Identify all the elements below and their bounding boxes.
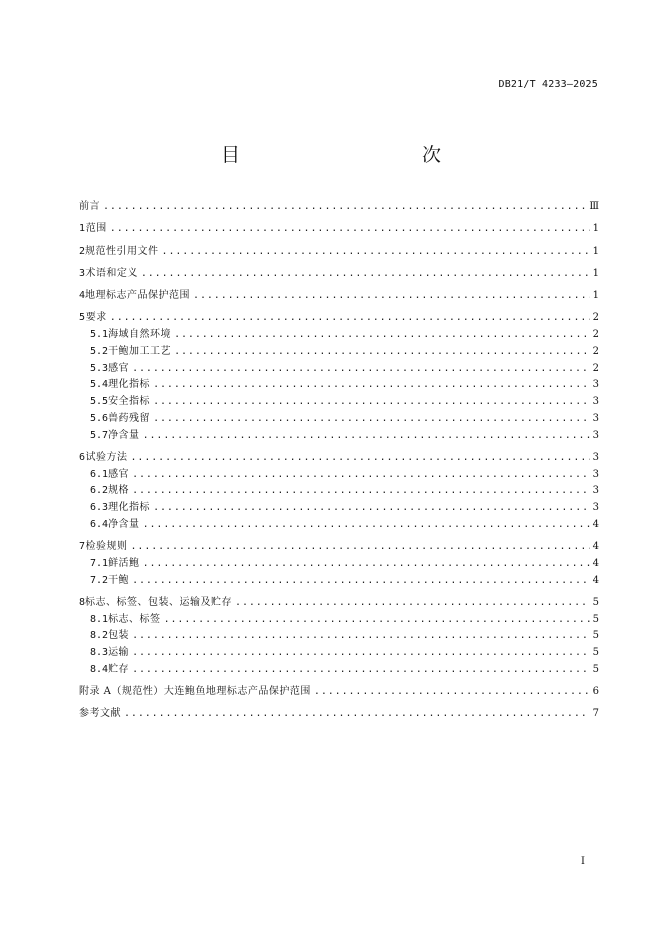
toc-entry[interactable] <box>79 221 599 238</box>
toc-dot-leader <box>153 411 590 428</box>
toc-dot-leader <box>143 428 590 445</box>
toc-entry-title: 要求 <box>85 312 107 324</box>
toc-entry-page: 5 <box>592 596 599 608</box>
toc-entry[interactable] <box>79 288 599 305</box>
toc-entry-page: 4 <box>592 574 599 586</box>
toc-entry-title: 净含量 <box>108 518 140 530</box>
toc-entry[interactable] <box>79 411 599 428</box>
toc-entry-page: 2 <box>592 345 599 357</box>
toc-entry-number: 6.4 <box>90 518 109 530</box>
toc-entry[interactable] <box>79 266 599 283</box>
toc-entry-page: 3 <box>592 429 599 441</box>
toc-entry-number: 5.7 <box>90 429 109 441</box>
toc-dot-leader <box>143 556 590 573</box>
toc-entry-number: 5.3 <box>90 362 109 374</box>
toc-entry-number: 7 <box>79 541 86 552</box>
toc-entry-title: 标志、标签、包装、运输及贮存 <box>85 596 233 608</box>
toc-entry-title: 术语和定义 <box>85 267 138 279</box>
toc-entry-number: 6.2 <box>90 485 109 497</box>
toc-entry[interactable] <box>79 377 599 394</box>
toc-entry-title: 理化指标 <box>108 502 151 513</box>
toc-dot-leader <box>130 450 589 467</box>
toc-entry[interactable] <box>79 310 599 327</box>
toc-entry-title: 安全指标 <box>108 396 151 407</box>
toc-entry-page: 3 <box>592 412 599 424</box>
toc-entry-page: 5 <box>592 647 599 658</box>
toc-entry-page: 3 <box>592 485 599 497</box>
toc-entry[interactable] <box>79 450 599 467</box>
toc-dot-leader <box>153 500 590 517</box>
toc-dot-leader <box>132 573 590 590</box>
toc-entry-page: 5 <box>592 630 599 642</box>
toc-entry-page: 1 <box>592 223 599 235</box>
toc-entry-page: 1 <box>592 245 599 257</box>
toc-dot-leader <box>132 628 590 645</box>
toc-entry-title: 鲜活鲍 <box>108 557 140 569</box>
toc-entry[interactable] <box>79 428 599 445</box>
toc-entry-page: 2 <box>592 362 599 374</box>
toc-entry-page: 4 <box>592 557 599 569</box>
toc-entry-page: 1 <box>592 267 599 279</box>
toc-dot-leader <box>103 199 586 216</box>
toc-entry-number: 8.4 <box>90 663 109 675</box>
toc-entry-page: 2 <box>592 312 599 324</box>
page-title: 目 次 <box>220 144 489 166</box>
toc-entry-page: 4 <box>592 518 599 530</box>
toc-dot-leader <box>110 310 590 327</box>
toc-entry-number: 5.2 <box>90 345 109 357</box>
toc-entry-page: 2 <box>592 329 599 340</box>
toc-dot-leader <box>174 327 590 344</box>
toc-entry[interactable] <box>79 556 599 573</box>
toc-entry-title: 地理标志产品保护范围 <box>85 290 191 301</box>
toc-entry-title: 检验规则 <box>85 541 128 552</box>
toc-entry-page: 4 <box>592 541 599 552</box>
toc-dot-leader <box>153 377 590 394</box>
toc-dot-leader <box>132 467 590 484</box>
toc-dot-leader <box>174 344 590 361</box>
toc-entry-title: 运输 <box>108 647 130 658</box>
toc-entry[interactable] <box>79 662 599 679</box>
toc-entry[interactable] <box>79 628 599 645</box>
toc-entry-title: 规范性引用文件 <box>85 245 159 257</box>
toc-entry-number: 5.4 <box>90 379 109 391</box>
toc-dot-leader <box>110 221 590 238</box>
toc-dot-leader <box>124 706 590 723</box>
toc-dot-leader <box>132 645 590 662</box>
toc-entry-title: 参考文献 <box>79 708 121 720</box>
toc-entry-number: 5.1 <box>90 329 109 340</box>
toc-entry-number: 8 <box>79 596 86 608</box>
toc-entry-title: 干鲍 <box>108 574 130 586</box>
toc-entry[interactable] <box>79 327 599 344</box>
toc-entry[interactable] <box>79 361 599 378</box>
toc-entry[interactable] <box>79 394 599 411</box>
toc-dot-leader <box>132 662 590 679</box>
toc-entry[interactable] <box>79 539 599 556</box>
toc-entry-title: 前言 <box>79 201 100 212</box>
toc-entry-page: 3 <box>592 451 599 463</box>
toc-dot-leader <box>193 288 590 305</box>
toc-entry-title: 兽药残留 <box>108 412 151 424</box>
toc-entry[interactable] <box>79 244 599 261</box>
toc-entry-page: 7 <box>592 708 599 720</box>
toc-entry-page: 3 <box>592 396 599 407</box>
toc-entry-number: 8.2 <box>90 630 109 642</box>
toc-dot-leader <box>143 517 590 534</box>
toc-dot-leader <box>153 394 590 411</box>
toc-entry[interactable] <box>79 706 599 723</box>
toc-entry-title: 规格 <box>108 485 130 497</box>
toc-entry-number: 8.1 <box>90 613 109 625</box>
toc-entry-number: 3 <box>79 267 86 279</box>
toc-entry-number: 4 <box>79 290 86 301</box>
toc-entry-title: 范围 <box>85 223 107 235</box>
toc-entry-title: 试验方法 <box>85 451 128 463</box>
toc-entry-page: 6 <box>592 686 599 697</box>
toc-entry[interactable] <box>79 573 599 590</box>
toc-entry[interactable] <box>79 199 599 216</box>
toc-entry[interactable] <box>79 483 599 500</box>
toc-entry[interactable] <box>79 500 599 517</box>
toc-dot-leader <box>130 539 589 556</box>
toc-entry-title: 包装 <box>108 630 130 642</box>
toc-entry[interactable] <box>79 612 599 629</box>
toc-dot-leader <box>162 244 590 261</box>
toc-entry[interactable] <box>79 467 599 484</box>
toc-entry-title: 理化指标 <box>108 379 151 391</box>
toc-entry[interactable] <box>79 684 599 701</box>
toc-dot-leader <box>314 684 590 701</box>
toc-entry-title: 感官 <box>108 468 130 480</box>
toc-entry-title: 海域自然环境 <box>108 329 172 340</box>
toc-dot-leader <box>132 361 590 378</box>
toc-entry-page: 5 <box>592 613 599 625</box>
standard-code: DB21/T 4233—2025 <box>498 79 598 90</box>
toc-entry-number: 5 <box>79 312 86 324</box>
toc-dot-leader <box>141 266 590 283</box>
toc-entry-page: 3 <box>592 379 599 391</box>
toc-entry-page: 1 <box>592 290 599 301</box>
toc-entry-page: 3 <box>592 502 599 513</box>
toc-entry-number: 2 <box>79 245 86 257</box>
toc-entry-number: 7.2 <box>90 574 109 586</box>
toc-entry-number: 6 <box>79 451 86 463</box>
toc-entry-number: 8.3 <box>90 647 109 658</box>
toc-entry-title: 贮存 <box>108 663 130 675</box>
toc-entry-title: 感官 <box>108 362 130 374</box>
toc-entry-title: 净含量 <box>108 429 140 441</box>
toc-entry-number: 5.6 <box>90 412 109 424</box>
toc-entry[interactable] <box>79 645 599 662</box>
toc-entry-number: 5.5 <box>90 396 109 407</box>
toc-entry-page: 5 <box>592 663 599 675</box>
toc-dot-leader <box>132 483 590 500</box>
toc-entry[interactable] <box>79 595 599 612</box>
toc-entry-title: 标志、标签 <box>108 613 161 625</box>
toc-dot-leader <box>235 595 590 612</box>
table-of-contents <box>79 199 599 723</box>
toc-entry-page: Ⅲ <box>589 201 599 212</box>
toc-entry[interactable] <box>79 517 599 534</box>
page-number: I <box>581 856 585 867</box>
toc-entry-page: 3 <box>592 468 599 480</box>
toc-entry-number: 6.1 <box>90 468 109 480</box>
toc-entry-title: 干鲍加工工艺 <box>108 345 172 357</box>
toc-entry[interactable] <box>79 344 599 361</box>
toc-dot-leader <box>164 612 590 629</box>
toc-entry-number: 7.1 <box>90 557 109 569</box>
toc-entry-number: 6.3 <box>90 502 109 513</box>
toc-entry-number: 1 <box>79 223 86 235</box>
toc-entry-title: 附录 A（规范性）大连鲍鱼地理标志产品保护范围 <box>79 686 311 697</box>
